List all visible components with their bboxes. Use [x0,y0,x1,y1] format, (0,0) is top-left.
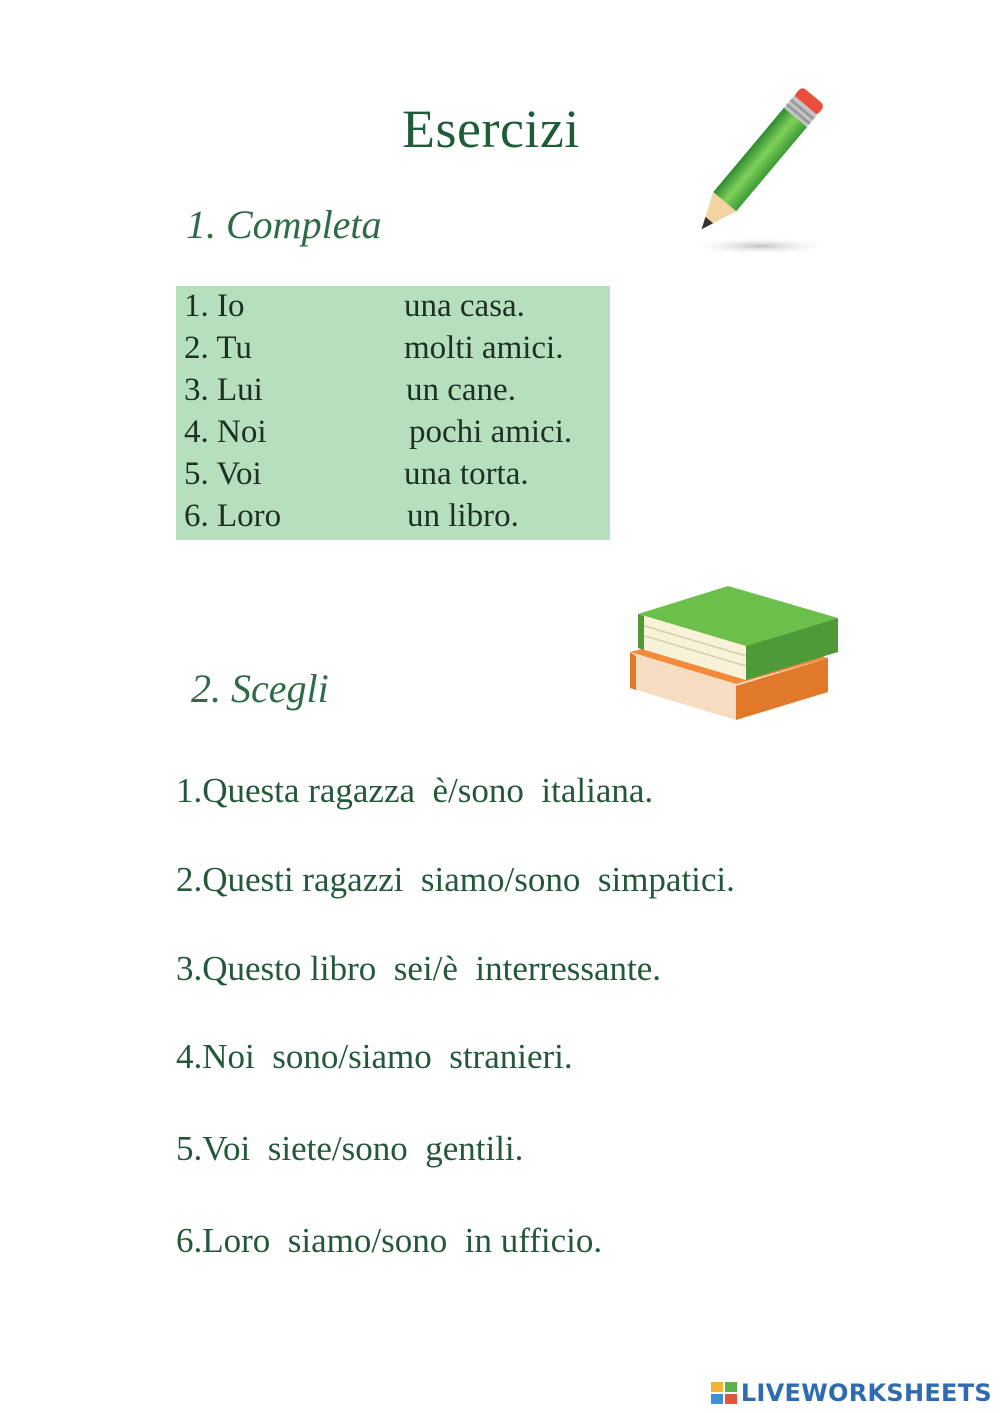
row-completion: un libro. [407,498,519,534]
choice-item: 1.Questa ragazza è/sono italiana. [176,771,654,810]
choice-item: 6.Loro siamo/sono in ufficio. [176,1221,603,1260]
row-completion: pochi amici. [409,414,573,450]
row-completion: una casa. [404,288,525,324]
section-completa-title: 1. Completa [186,202,382,247]
liveworksheets-footer [711,1379,992,1407]
books-icon [624,580,842,725]
row-subject: 1. Io [184,288,245,324]
choice-item: 5.Voi siete/sono gentili. [176,1129,524,1168]
liveworksheets-logo-icon [711,1382,737,1404]
row-completion: una torta. [404,456,529,492]
row-subject: 2. Tu [184,330,252,366]
choice-item: 4.Noi sono/siamo stranieri. [176,1037,573,1076]
completa-row [176,372,610,414]
section-scegli-title: 2. Scegli [191,666,329,711]
page-title: Esercizi [402,99,580,159]
completa-row [176,414,610,456]
liveworksheets-brand: LIVEWORKSHEETS [740,1379,992,1407]
row-completion: molti amici. [404,330,564,366]
row-subject: 3. Lui [184,372,263,408]
completa-row [176,288,610,330]
pencil-icon [668,76,838,261]
choice-item: 3.Questo libro sei/è interressante. [176,949,662,988]
row-subject: 5. Voi [184,456,262,492]
completa-table [176,286,610,540]
choice-item: 2.Questi ragazzi siamo/sono simpatici. [176,860,735,899]
completa-row [176,456,610,498]
completa-row [176,498,610,540]
completa-row [176,330,610,372]
row-subject: 4. Noi [184,414,267,450]
row-completion: un cane. [406,372,516,408]
row-subject: 6. Loro [184,498,282,534]
